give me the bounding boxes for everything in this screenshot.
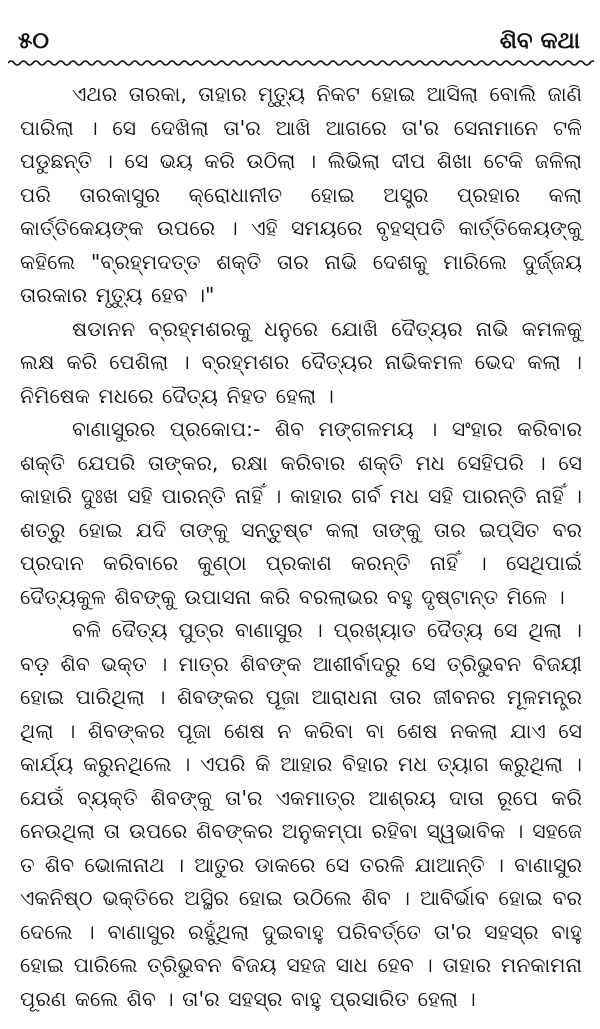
decorative-wavy-rule (8, 58, 594, 68)
page-number: ୫୦ (18, 28, 50, 54)
page-body-text (20, 78, 582, 1016)
paragraph-tarakasura-death: ଏଥର ତାରକା, ତାହାର ମୃତ୍ୟୁ ନିକଟ ହୋଇ ଆସିଲା ବୋଲି ଜାଣି ପାରିଲା । ସେ ଦେଖିଲା ତା'ର ଆଖି ଆଗରେ ତା'ର ସେନାମାନେ ଟଳି ପଡୁଛନ୍ତି । ସେ ଭୟ କରି ଉଠିଲା । ଲିଭିଲା ଦୀପ ଶିଖା ଟେକି ଜଳିଲା ପରି ତାରକାସୁର କ୍ରୋଧାନୀତ ହୋଇ ଅସ୍ତ୍ର ପ୍ରହାର କଲା କାର୍ତ୍ତିକେୟଙ୍କ ଉପରେ । ଏହି ସମୟରେ ବୃହସ୍ପତି କାର୍ତ୍ତିକେୟଙ୍କୁ କହିଲେ "ବ୍ରହ୍ମଦତ୍ତ ଶକ୍ତି ତାର ନାଭି ଦେଶକୁ ମାରିଲେ ଦୁର୍ଜ୍ଜୟ ତାରକାର ମୃତ୍ୟୁ ହେବ ।" (20, 82, 582, 307)
paragraph-shadanana-arrow: ଷଡାନନ ବ୍ରହ୍ମଶରକୁ ଧନୁରେ ଯୋଖି ଦୈତ୍ୟର ନାଭି କମଳକୁ ଲକ୍ଷ କରି ପେଶିଲା । ବ୍ରହ୍ମଶର ଦୈତ୍ୟର ନାଭିକମଳ ଭେଦ କଲା । ନିମିଷେକ ମଧରେ ଦୈତ୍ୟ ନିହତ ହେଲା । (20, 316, 582, 408)
paragraph-bali-son-banasura: ବଳି ଦୈତ୍ୟ ପୁତ୍ର ବାଣାସୁର । ପ୍ରଖ୍ୟାତ ଦୈତ୍ୟ ସେ ଥିଲା । ବଡ଼ ଶିବ ଭକ୍ତ । ମାତ୍ର ଶିବଙ୍କ ଆଶୀର୍ବାଦରୁ ସେ ତ୍ରିଭୁବନ ବିଜୟୀ ହୋଇ ପାରିଥିଲା । ଶିବଙ୍କର ପୂଜା ଆରାଧନା ତାର ଜୀବନର ମୂଳମନ୍ତ୍ର ଥିଲା । ଶିବଙ୍କର ପୂଜା ଶେଷ ନ କରିବା ବା ଶେଷ ନକଲା ଯାଏ ସେ କାର୍ଯ୍ୟ କରୁନଥିଲେ । ଏପରି କି ଆହାର ବିହାର ମଧ ତ୍ୟାଗ କରୁଥିଲା । ଯେଉଁ ବ୍ୟକ୍ତି ଶିବଙ୍କୁ ତା'ର ଏକମାତ୍ର ଆଶ୍ରୟ ଦାତା ରୂପେ କରି ନେଉଥିଲା ତା ଉପରେ ଶିବଙ୍କର ଅନୁକମ୍ପା ରହିବା ସ୍ୱଭାବିକ । ସହଜେ ତ ଶିବ ଭୋଳାନାଥ । ଆତୁର ଡାକରେ ସେ ତରଳି ଯାଆନ୍ତି । ବାଣାସୁର ଏକନିଷ୍ଠ ଭକ୍ତିରେ ଅସ୍ଥିର ହୋଇ ଉଠିଲେ ଶିବ । ଆବିର୍ଭାବ ହୋଇ ବର ଦେଲେ । ବାଣାସୁର ରହୁଁଥିଲା ଦୁଇବାହୁ ପରିବର୍ତ୍ତେ ତା'ର ସହସ୍ର ବାହୁ ହୋଇ ପାରିଲେ ତ୍ରିଭୁବନ ବିଜୟ ସହଜ ସାଧ ହେବ । ତାହାର ମନକାମନା ପୂରଣ କଲେ ଶିବ । ତା'ର ସହସ୍ର ବାହୁ ପ୍ରସାରିତ ହେଲା । (20, 618, 582, 1011)
paragraph-banasura-wrath: ବାଣାସୁରର ପ୍ରକୋପ:- ଶିବ ମଙ୍ଗଳମୟ । ସଂହାର କରିବାର ଶକ୍ତି ଯେପରି ତାଙ୍କର, ରକ୍ଷା କରିବାର ଶକ୍ତି ମଧ ସେହିପରି । ସେ କାହାରି ଦୁଃଖ ସହି ପାରନ୍ତି ନାହିଁ । କାହାର ଗର୍ବ ମଧ ସହି ପାରନ୍ତି ନାହିଁ । ଶତ୍ରୁ ହୋଇ ଯଦି ତାଙ୍କୁ ସନ୍ତୁଷ୍ଟ କଲା ତାଙ୍କୁ ତାର ଇପ୍ସିତ ବର ପ୍ରଦାନ କରିବାରେ କୁଣ୍ଠା ପ୍ରକାଶ କରନ୍ତି ନାହିଁ । ସେଥିପାଇଁ ଦୈତ୍ୟକୁଳ ଶିବଙ୍କୁ ଉପାସନା କରି ବରଲାଭର ବହୁ ଦୃଷ୍ଟାନ୍ତ ମିଳେ । (20, 417, 582, 609)
running-head-title: ଶିବ କଥା (499, 28, 580, 54)
wavy-line-ornament (8, 58, 594, 68)
